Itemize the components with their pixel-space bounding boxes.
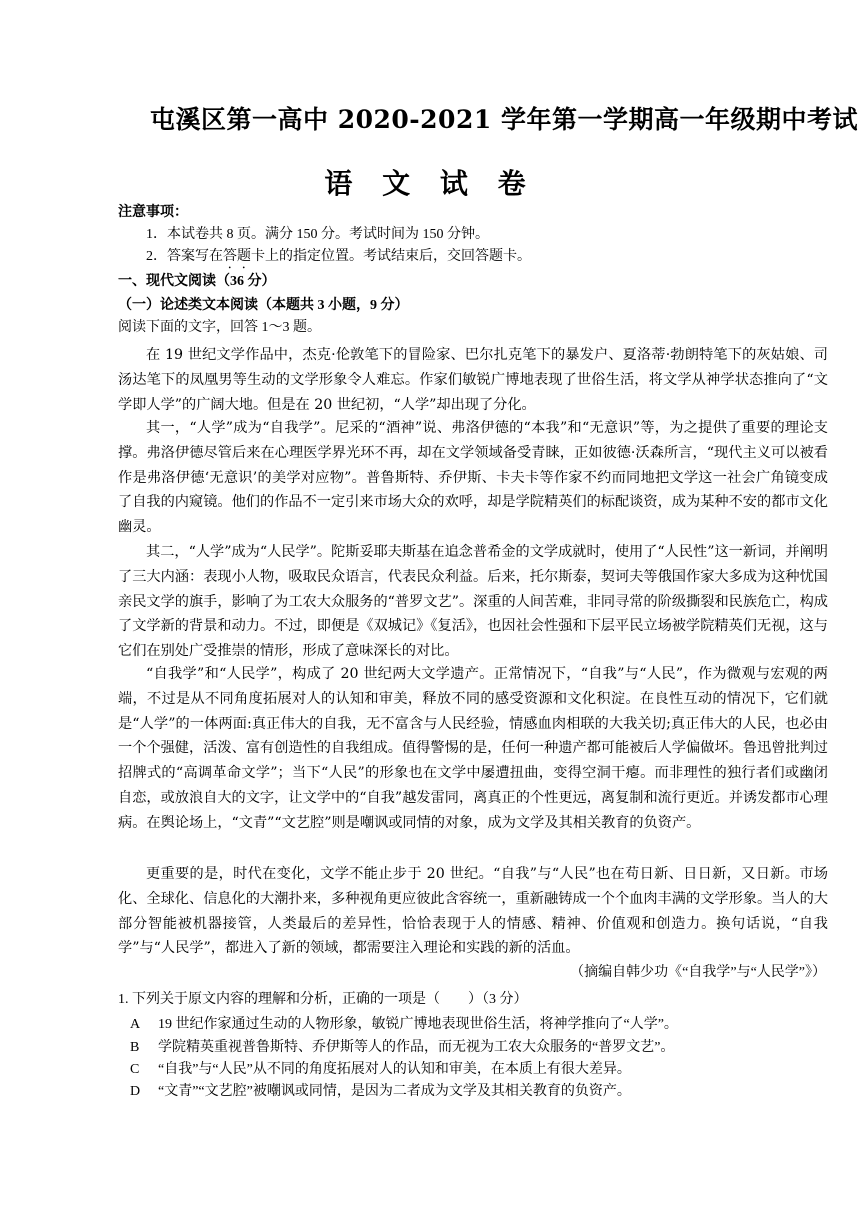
option-letter: B [130,1040,140,1055]
notice-item-2-emphasis: 答题 [223,249,251,264]
question-1-option-d[interactable] [130,1082,631,1102]
notice-item-2 [146,247,531,272]
notice-heading: 注意事项： [118,205,188,220]
option-text: 学院精英重视普鲁斯特、乔伊斯等人的作品，而无视为工农大众服务的“普罗文艺”。 [158,1040,675,1055]
notice-item-1: 1．本试卷共 8 页。满分 150 分。考试时间为 150 分钟。 [146,227,489,242]
option-text: 19 世纪作家通过生动的人物形象，敏锐广博地表现世俗生活，将神学推向了“人学”。 [158,1017,678,1032]
passage-source: （摘编自韩少功《“自我学”与“人民学”》） [570,965,826,980]
passage-paragraph-1: 在 19 世纪文学作品中，杰克·伦敦笔下的冒险家、巴尔扎克笔下的暴发户、夏洛蒂·勃朗特笔下的灰姑娘、司汤达笔下的凤凰男等生动的文学形象令人难忘。作家们敏锐广博地表现了世俗生活，将文学从神学状态推向了“文学即人学”的广阔大地。但是在 20 世纪初，“人学”却出现了分化。 [118,347,828,413]
exam-subject-title: 语 文 试 卷 [324,167,536,200]
option-letter: C [130,1062,140,1077]
option-text: “文青”“文艺腔”被嘲讽或同情，是因为二者成为文学及其相关教育的负资产。 [158,1084,631,1099]
reading-instruction: 阅读下面的文字，回答 1～3 题。 [118,320,321,335]
section-heading: 一、现代文阅读（36 分） [118,274,276,289]
question-1-stem: 1. 下列关于原文内容的理解和分析，正确的一项是（ ）（3 分） [118,992,528,1007]
exam-title: 屯溪区第一高中 2020-2021 学年第一学期高一年级期中考试 [150,105,858,134]
subsection-heading: （一）论述类文本阅读（本题共 3 小题，9 分） [118,298,409,313]
option-text: “自我”与“人民”从不同的角度拓展对人的认知和审美，在本质上有很大差异。 [158,1062,631,1077]
notice-item-2-pre: 2．答案写在 [146,249,223,264]
question-1-option-b[interactable] [130,1038,674,1058]
passage-paragraph-3: 其二，“人学”成为“人民学”。陀斯妥耶夫斯基在追念普希金的文学成就时，使用了“人民性”这一新词，并阐明了三大内涵：表现小人物，吸取民众语言，代表民众利益。后来，托尔斯泰，契诃夫等俄国作家大多成为这种忧国亲民文学的旗手，影响了为工农大众服务的“普罗文艺”。深重的人间苦难，非同寻常的阶级撕裂和民族危亡，构成了文学新的背景和动力。不过，即便是《双城记》《复活》，也因社会性强和下层平民立场被学院精英们无视，这与它们在别处广受推崇的情形，形成了意味深长的对比。 [118,544,828,660]
option-letter: D [130,1084,141,1099]
notice-item-2-post: 卡上的指定位置。考试结束后，交回答题卡。 [251,249,531,264]
option-letter: A [130,1017,141,1032]
passage-paragraph-5: 更重要的是，时代在变化，文学不能止步于 20 世纪。“自我”与“人民”也在苟日新、日日新，又日新。市场化、全球化、信息化的大潮扑来，多种视角更应彼此含容统一，重新融铸成一个个血肉丰满的文学形象。当人的大部分智能被机器接管，人类最后的差异性，恰恰表现于人的情感、精神、价值观和创造力。换句话说，“自我学”与“人民学”，都进入了新的领域，都需要注入理论和实践的新的活血。 [118,866,828,957]
passage-paragraph-4: “自我学”和“人民学”，构成了 20 世纪两大文学遗产。正常情况下，“自我”与“人民”，作为微观与宏观的两端，不过是从不同角度拓展对人的认知和审美，释放不同的感受资源和文化积淀。在良性互动的情况下，它们就是“人学”的一体两面:真正伟大的自我，无不富含与人民经验，情感血肉相联的大我关切;真正伟大的人民，也必由一个个强健，活泼、富有创造性的自我组成。值得警惕的是，任何一种遗产都可能被后人学偏做坏。鲁迅曾批判过招牌式的“高调革命文学”；当下“人民”的形象也在文学中屡遭扭曲，变得空洞干瘪。而非理性的独行者们或幽闭自恋，或放浪自大的文字，让文学中的“自我”越发雷同，离真正的个性更远，离复制和流行更近。并诱发都市心理病。在舆论场上，“文青”“文艺腔”则是嘲讽或同情的对象，成为文学及其相关教育的负资产。 [118,666,828,831]
question-1-option-a[interactable] [130,1015,678,1035]
question-1-option-c[interactable] [130,1060,631,1080]
passage-paragraph-2: 其一，“人学”成为“自我学”。尼采的“酒神”说、弗洛伊德的“本我”和“无意识”等，为之提供了重要的理论支撑。弗洛伊德尽管后来在心理医学界光环不再，却在文学领域备受青睐，正如彼德·沃森所言，“现代主义可以被看作是弗洛伊德‘无意识’的美学对应物”。普鲁斯特、乔伊斯、卡夫卡等作家不约而同地把文学这一社会广角镜变成了自我的内窥镜。他们的作品不一定引来市场大众的欢呼，却是学院精英们的标配谈资，成为某种不安的都市文化幽灵。 [118,420,828,536]
